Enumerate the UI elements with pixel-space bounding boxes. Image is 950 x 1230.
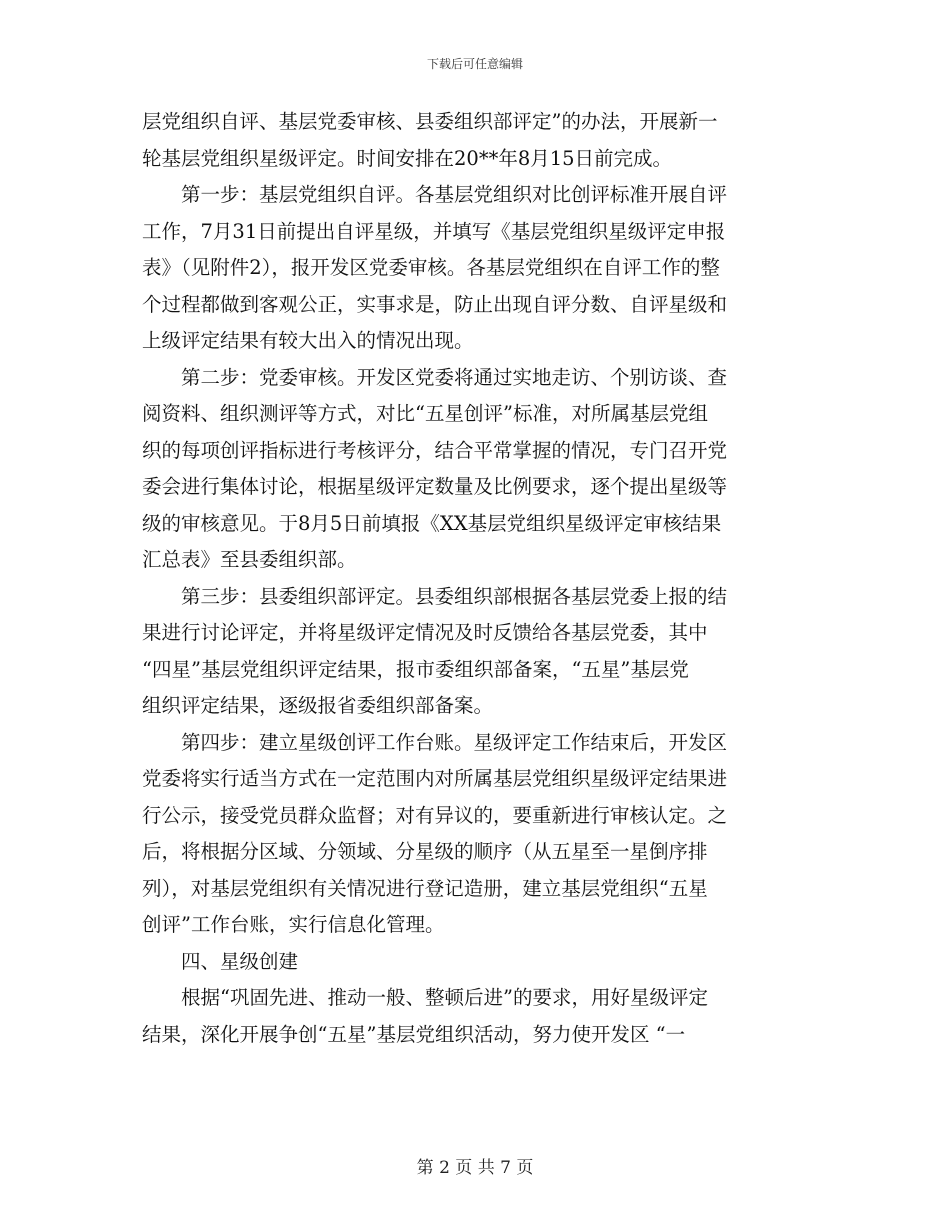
text-line: “四星”基层党组织评定结果，报市委组织部备案，“五星”基层党 bbox=[142, 657, 689, 681]
text-line: 党委将实行适当方式在一定范围内对所属基层党组织星级评定结果进 bbox=[142, 767, 728, 790]
text-line: 轮基层党组织星级评定。时间安排在20**年8月15日前完成。 bbox=[142, 146, 673, 170]
text-line: 阅资料、组织测评等方式，对比“五星创评”标准，对所属基层党组 bbox=[142, 402, 708, 425]
document-body bbox=[142, 104, 808, 1053]
text-line: 上级评定结果有较大出入的情况出现。 bbox=[142, 329, 474, 352]
text-line: 列），对基层党组织有关情况进行登记造册，建立基层党组织“五星 bbox=[142, 876, 708, 900]
text-line: 后，将根据分区域、分领域、分星级的顺序（从五星至一星倒序排 bbox=[142, 840, 708, 863]
text-line: 委会进行集体讨论，根据星级评定数量及比例要求，逐个提出星级等 bbox=[142, 475, 728, 498]
text-line: 织的每项创评指标进行考核评分，结合平常掌握的情况，专门召开党 bbox=[142, 438, 728, 462]
text-line: 创评”工作台账，实行信息化管理。 bbox=[142, 913, 445, 936]
text-line: 组织评定结果，逐级报省委组织部备案。 bbox=[142, 694, 494, 717]
text-line: 表》（见附件2），报开发区党委审核。各基层党组织在自评工作的整 bbox=[142, 256, 720, 279]
page-number: 第 2 页 共 7 页 bbox=[416, 1158, 534, 1178]
text-line: 根据“巩固先进、推动一般、整顿后进”的要求，用好星级评定 bbox=[181, 986, 708, 1009]
text-line: 第一步：基层党组织自评。各基层党组织对比创评标准开展自评 bbox=[181, 183, 728, 206]
text-line: 级的审核意见。于8月5日前填报《XX基层党组织星级评定审核结果 bbox=[142, 511, 722, 535]
text-line: 果进行讨论评定，并将星级评定情况及时反馈给各基层党委，其中 bbox=[142, 621, 708, 644]
text-line: 工作，7月31日前提出自评星级，并填写《基层党组织星级评定申报 bbox=[142, 219, 726, 243]
text-line: 第二步：党委审核。开发区党委将通过实地走访、个别访谈、查 bbox=[181, 365, 728, 389]
text-line: 第四步：建立星级创评工作台账。星级评定工作结束后，开发区 bbox=[181, 730, 728, 754]
text-line: 第三步：县委组织部评定。县委组织部根据各基层党委上报的结 bbox=[181, 584, 728, 608]
text-line: 行公示，接受党员群众监督；对有异议的，要重新进行审核认定。之 bbox=[142, 803, 728, 827]
text-line: 层党组织自评、基层党委审核、县委组织部评定”的办法，开展新一 bbox=[142, 110, 718, 133]
text-line: 个过程都做到客观公正，实事求是，防止出现自评分数、自评星级和 bbox=[142, 292, 728, 316]
text-line: 汇总表》至县委组织部。 bbox=[142, 548, 357, 571]
page-header: 下载后可任意编辑 bbox=[426, 57, 523, 71]
text-line: 结果，深化开展争创“五星”基层党组织活动，努力使开发区 “一 bbox=[142, 1022, 686, 1046]
text-line: 四、星级创建 bbox=[181, 949, 299, 973]
